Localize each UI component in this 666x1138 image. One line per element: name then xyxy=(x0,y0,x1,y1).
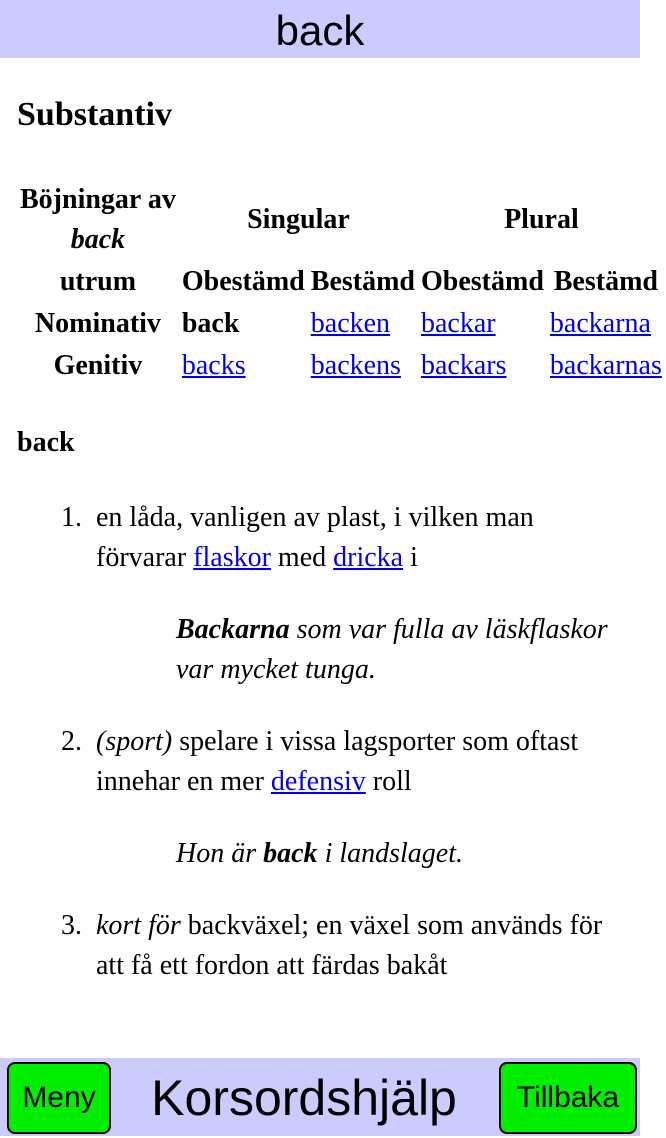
table-cell xyxy=(180,346,307,386)
word-link-dricka[interactable]: dricka xyxy=(333,542,404,573)
table-row xyxy=(18,304,664,344)
app-brand: Korsordshjälp xyxy=(151,1070,457,1126)
example-emphasis: Backarna xyxy=(176,614,290,645)
example-text: Hon är xyxy=(176,838,257,869)
definition-text: roll xyxy=(372,766,412,797)
table-cell xyxy=(548,346,664,386)
definition-text: spelare i vissa lagsporter som oftast innehar en mer xyxy=(96,726,579,797)
singular-header: Singular xyxy=(247,204,350,235)
caption-prefix: Böjningar av xyxy=(20,184,176,215)
definition-number: 1. xyxy=(61,502,82,533)
column-header: Obestämd xyxy=(421,266,544,297)
usage-example xyxy=(176,834,616,874)
definition-text: med xyxy=(277,542,327,573)
inflection-link[interactable]: backarnas xyxy=(549,350,662,381)
table-cell xyxy=(419,304,546,344)
row-label-nominativ: Nominativ xyxy=(34,308,161,339)
entry-content[interactable] xyxy=(0,58,662,1058)
example-text: som var fulla av läskflaskor var mycket tunga. xyxy=(176,614,608,685)
inflection-caption xyxy=(18,180,178,260)
usage-example xyxy=(176,610,616,690)
word-link-flaskor[interactable]: flaskor xyxy=(193,542,271,573)
inflection-link[interactable]: backarna xyxy=(549,308,651,339)
definition-number: 3. xyxy=(61,910,82,941)
inflection-link[interactable]: backar xyxy=(421,308,496,339)
inflection-link[interactable]: backens xyxy=(310,350,401,381)
table-row xyxy=(18,180,664,260)
example-emphasis: back xyxy=(263,838,318,869)
definition-qualifier: kort för xyxy=(96,910,181,941)
definition-text: backväxel; en växel som används för att få ett fordon att färdas bakåt xyxy=(96,910,603,981)
table-row xyxy=(18,262,664,302)
word-link-defensiv[interactable]: defensiv xyxy=(270,766,366,797)
column-header: Bestämd xyxy=(310,266,415,297)
table-cell xyxy=(548,304,664,344)
definition-item xyxy=(0,498,640,690)
example-text: i landslaget. xyxy=(324,838,464,869)
caption-word: back xyxy=(70,224,126,255)
definition-item xyxy=(0,906,640,986)
inflection-table xyxy=(16,178,666,388)
table-row xyxy=(18,346,664,386)
inflection-link[interactable]: backs xyxy=(181,350,246,381)
table-cell: back xyxy=(181,308,240,339)
menu-button[interactable]: Meny xyxy=(7,1062,111,1134)
plural-header: Plural xyxy=(504,204,579,235)
table-cell xyxy=(309,304,417,344)
definition-item xyxy=(0,722,640,874)
table-cell xyxy=(309,346,417,386)
definition-text: en låda, vanligen av plast, i vilken man förvarar xyxy=(96,502,534,573)
back-button[interactable]: Tillbaka xyxy=(499,1062,637,1134)
row-label-genitiv: Genitiv xyxy=(53,350,143,381)
definition-qualifier: (sport) xyxy=(96,726,173,757)
table-cell xyxy=(419,346,546,386)
page-title: back xyxy=(275,7,365,54)
page-header xyxy=(0,0,640,58)
bottom-bar xyxy=(0,1058,640,1136)
gender-header: utrum xyxy=(59,266,137,297)
inflection-link[interactable]: backars xyxy=(421,350,507,381)
inflection-link[interactable]: backen xyxy=(310,308,391,339)
definition-text: i xyxy=(410,542,418,573)
definition-list xyxy=(0,498,640,986)
column-header: Obestämd xyxy=(181,266,305,297)
definition-number: 2. xyxy=(61,726,82,757)
column-header: Bestämd xyxy=(553,266,658,297)
headword: back xyxy=(17,427,75,458)
part-of-speech-heading: Substantiv xyxy=(17,96,172,133)
